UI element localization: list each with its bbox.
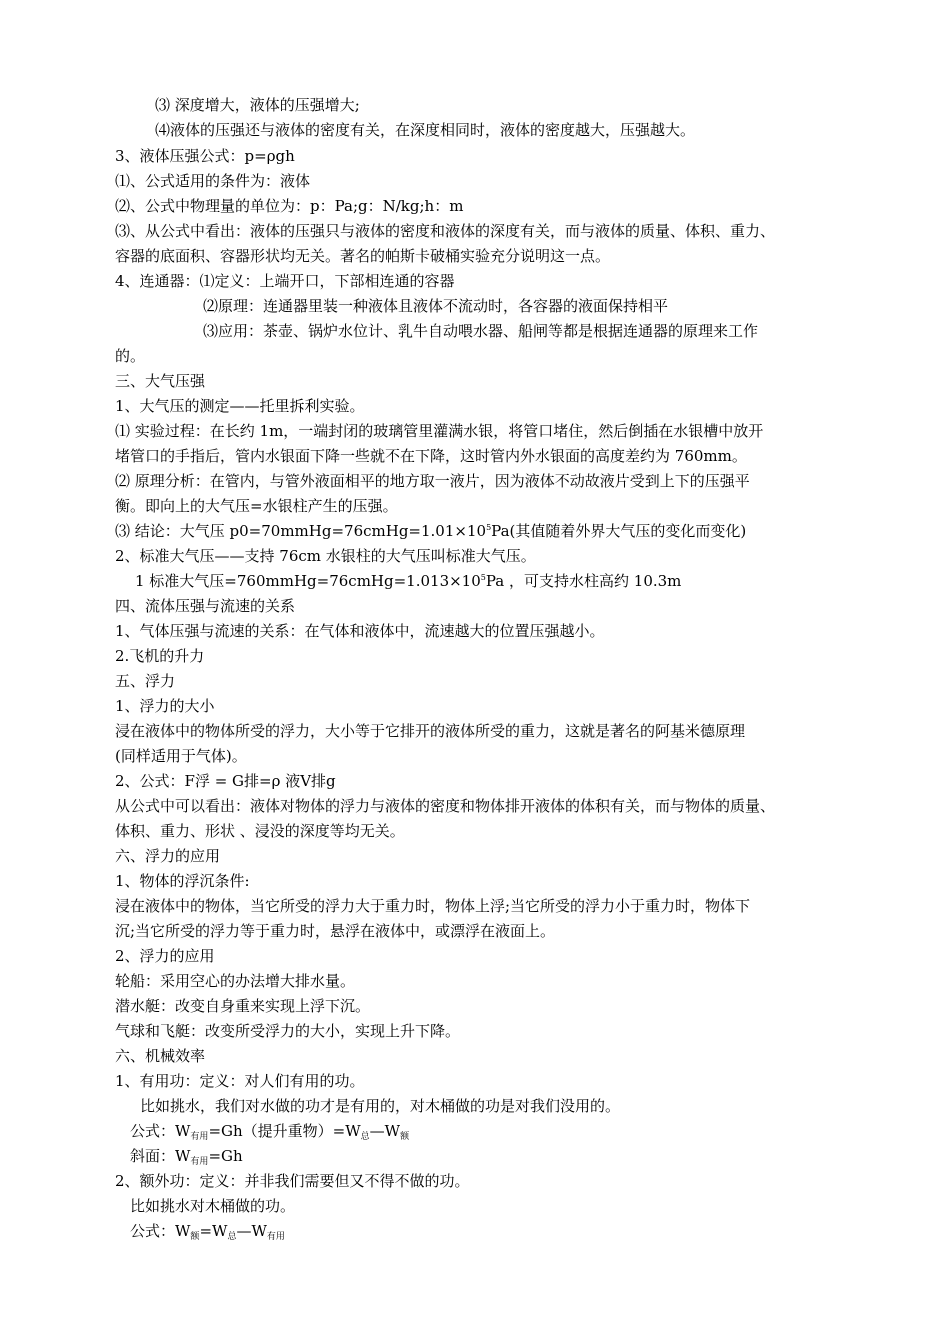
text-line: 1、气体压强与流速的关系：在气体和液体中，流速越大的位置压强越小。: [115, 622, 605, 640]
text-line: 轮船：采用空心的办法增大排水量。: [115, 972, 356, 990]
section-heading: 2、公式：F浮 = G排=ρ 液V排g: [115, 772, 336, 790]
section-heading: 1、物体的浮沉条件:: [115, 872, 250, 890]
formula-line: [130, 1122, 409, 1141]
text-line: ⑵、公式中物理量的单位为：p：Pa;g：N/kg;h：m: [115, 197, 464, 215]
section-heading: 2、标准大气压——支持 76cm 水银柱的大气压叫标准大气压。: [115, 547, 536, 565]
text-line: 比如挑水对木桶做的功。: [130, 1197, 296, 1215]
text-segment: 斜面：W: [130, 1147, 191, 1165]
text-line: 体积、重力、形状 、浸没的深度等均无关。: [115, 822, 405, 840]
text-line: [135, 572, 681, 591]
text-line: ⑵ 原理分析：在管内，与管外液面相平的地方取一液片，因为液体不动故液片受到上下的压强平: [115, 472, 750, 490]
formula-line: [130, 1147, 243, 1166]
text-line: ⑶、从公式中看出：液体的压强只与液体的密度和液体的深度有关，而与液体的质量、体积、重力、: [115, 222, 776, 240]
text-segment: 1 标准大气压=760mmHg=76cmHg=1.013×10: [135, 572, 481, 590]
subscript: 额: [400, 1132, 410, 1142]
text-line: ⑴ 实验过程：在长约 1m，一端封闭的玻璃管里灌满水银，将管口堵住，然后倒插在水银槽中放开: [115, 422, 764, 440]
text-segment: 公式：W: [130, 1222, 191, 1240]
text-segment: —W: [369, 1122, 401, 1140]
text-line: ⑶应用：茶壶、锅炉水位计、乳牛自动喂水器、船闸等都是根据连通器的原理来工作: [203, 322, 759, 340]
text-line: ⑷液体的压强还与液体的密度有关，在深度相同时，液体的密度越大，压强越大。: [155, 121, 696, 139]
text-line: 的。: [115, 347, 146, 365]
superscript: 5: [480, 573, 486, 582]
text-segment: =Gh（提升重物）=W: [208, 1122, 361, 1140]
text-line: 从公式中可以看出：液体对物体的浮力与液体的密度和物体排开液体的体积有关，而与物体的质量、: [115, 797, 776, 815]
text-line: [115, 522, 746, 541]
subscript: 有用: [266, 1232, 285, 1242]
section-heading: 1、有用功：定义：对人们有用的功。: [115, 1072, 365, 1090]
text-line: 容器的底面积、容器形状均无关。著名的帕斯卡破桶实验充分说明这一点。: [115, 247, 611, 265]
text-segment: =Gh: [208, 1147, 243, 1165]
text-line: ⑶ 深度增大，液体的压强增大;: [155, 96, 360, 114]
text-segment: —W: [236, 1222, 267, 1240]
chapter-heading: 三、大气压强: [115, 372, 206, 390]
formula-line: [130, 1222, 285, 1241]
text-segment: ⑶ 结论：大气压 p0=70mmHg=76cmHg=1.01×10: [115, 522, 487, 540]
text-line: (同样适用于气体)。: [115, 747, 247, 765]
text-segment: Pa(其值随着外界大气压的变化而变化): [491, 522, 747, 540]
chapter-heading: 六、浮力的应用: [115, 847, 221, 865]
section-heading: 2.飞机的升力: [115, 647, 205, 665]
text-segment: Pa ，可支持水柱高约 10.3m: [485, 572, 682, 590]
text-line: 浸在液体中的物体，当它所受的浮力大于重力时，物体上浮;当它所受的浮力小于重力时，物体下: [115, 897, 751, 915]
text-line: 沉;当它所受的浮力等于重力时，悬浮在液体中，或漂浮在液面上。: [115, 922, 556, 940]
text-segment: 公式：W: [130, 1122, 191, 1140]
section-heading: 4、连通器：⑴定义：上端开口，下部相连通的容器: [115, 272, 455, 290]
section-heading: 1、浮力的大小: [115, 697, 215, 715]
chapter-heading: 四、流体压强与流速的关系: [115, 597, 296, 615]
text-line: 潜水艇：改变自身重来实现上浮下沉。: [115, 997, 371, 1015]
text-segment: =W: [199, 1222, 228, 1240]
text-line: 比如挑水，我们对水做的功才是有用的，对木桶做的功是对我们没用的。: [140, 1097, 621, 1115]
subscript: 有用: [190, 1157, 209, 1167]
subscript: 总: [227, 1232, 237, 1242]
text-line: 衡。即向上的大气压=水银柱产生的压强。: [115, 497, 398, 515]
superscript: 5: [486, 523, 492, 532]
text-line: 堵管口的手指后，管内水银面下降一些就不在下降，这时管内外水银面的高度差约为 760mm。: [115, 447, 747, 465]
section-heading: 1、大气压的测定——托里拆利实验。: [115, 397, 365, 415]
text-line: 气球和飞艇：改变所受浮力的大小，实现上升下降。: [115, 1022, 461, 1040]
text-line: ⑵原理：连通器里装一种液体且液体不流动时，各容器的液面保持相平: [203, 297, 669, 315]
section-heading: 3、液体压强公式：p=ρgh: [115, 147, 295, 165]
subscript: 总: [360, 1132, 370, 1142]
text-line: ⑴、公式适用的条件为：液体: [115, 172, 311, 190]
chapter-heading: 五、浮力: [115, 672, 176, 690]
chapter-heading: 六、机械效率: [115, 1047, 206, 1065]
section-heading: 2、额外功：定义：并非我们需要但又不得不做的功。: [115, 1172, 470, 1190]
text-line: 浸在液体中的物体所受的浮力，大小等于它排开的液体所受的重力，这就是著名的阿基米德原理: [115, 722, 746, 740]
subscript: 额: [190, 1232, 200, 1242]
section-heading: 2、浮力的应用: [115, 947, 215, 965]
subscript: 有用: [190, 1132, 209, 1142]
